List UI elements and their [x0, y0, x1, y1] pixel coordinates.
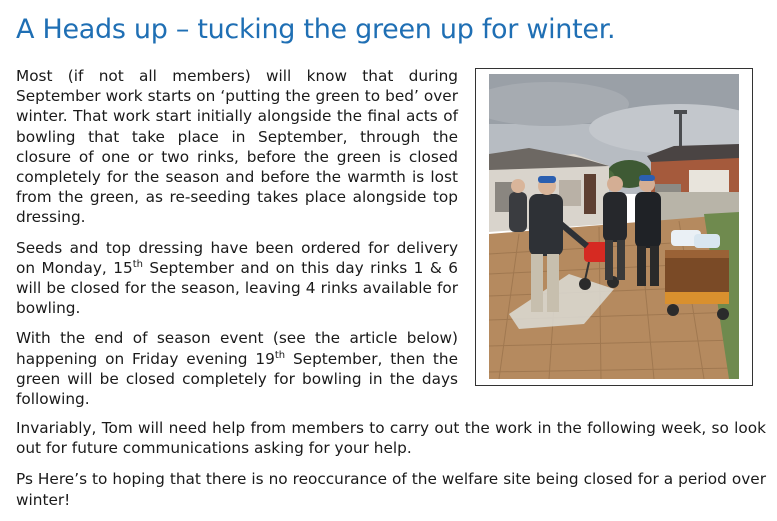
paragraph-2-text-a: Seeds and top dressing have been ordered for delivery on Monday, 15	[16, 238, 458, 277]
paragraph-2-text-b: September and on this day rinks 1 & 6 will be closed for the season, leaving 4 rinks available for bowling.	[16, 258, 459, 318]
ordinal-suffix: th	[132, 258, 143, 270]
photo-frame	[475, 68, 753, 386]
article-column	[16, 66, 458, 419]
paragraph-5: Ps Here’s to hoping that there is no reoccurance of the welfare site being closed for a period over winter!	[16, 470, 766, 509]
paragraph-4: Invariably, Tom will need help from members to carry out the work in the following week, so look out for future communications asking for your help.	[16, 419, 766, 458]
ordinal-suffix: th	[274, 349, 286, 361]
article-full-width	[16, 418, 766, 521]
green-maintenance-photo	[489, 74, 739, 379]
paragraph-2	[16, 238, 458, 319]
article-title: A Heads up – tucking the green up for winter.	[16, 14, 616, 45]
paragraph-3-text-a: With the end of season event (see the article below) happening on Friday evening 19	[16, 329, 458, 368]
paragraph-1: Most (if not all members) will know that during September work starts on ‘putting the green to bed’ over winter. That work start initially alongside the final acts of bowling that take place in September, through the closure of one or two rinks, before the green is closed completely for the season and before the warmth is lost from the green, as re-seeding takes place alongside top dressing.	[16, 67, 458, 227]
paragraph-3	[16, 328, 458, 409]
paragraph-3-text-b: September, then the green will be closed completely for bowling in the days following.	[16, 349, 459, 409]
